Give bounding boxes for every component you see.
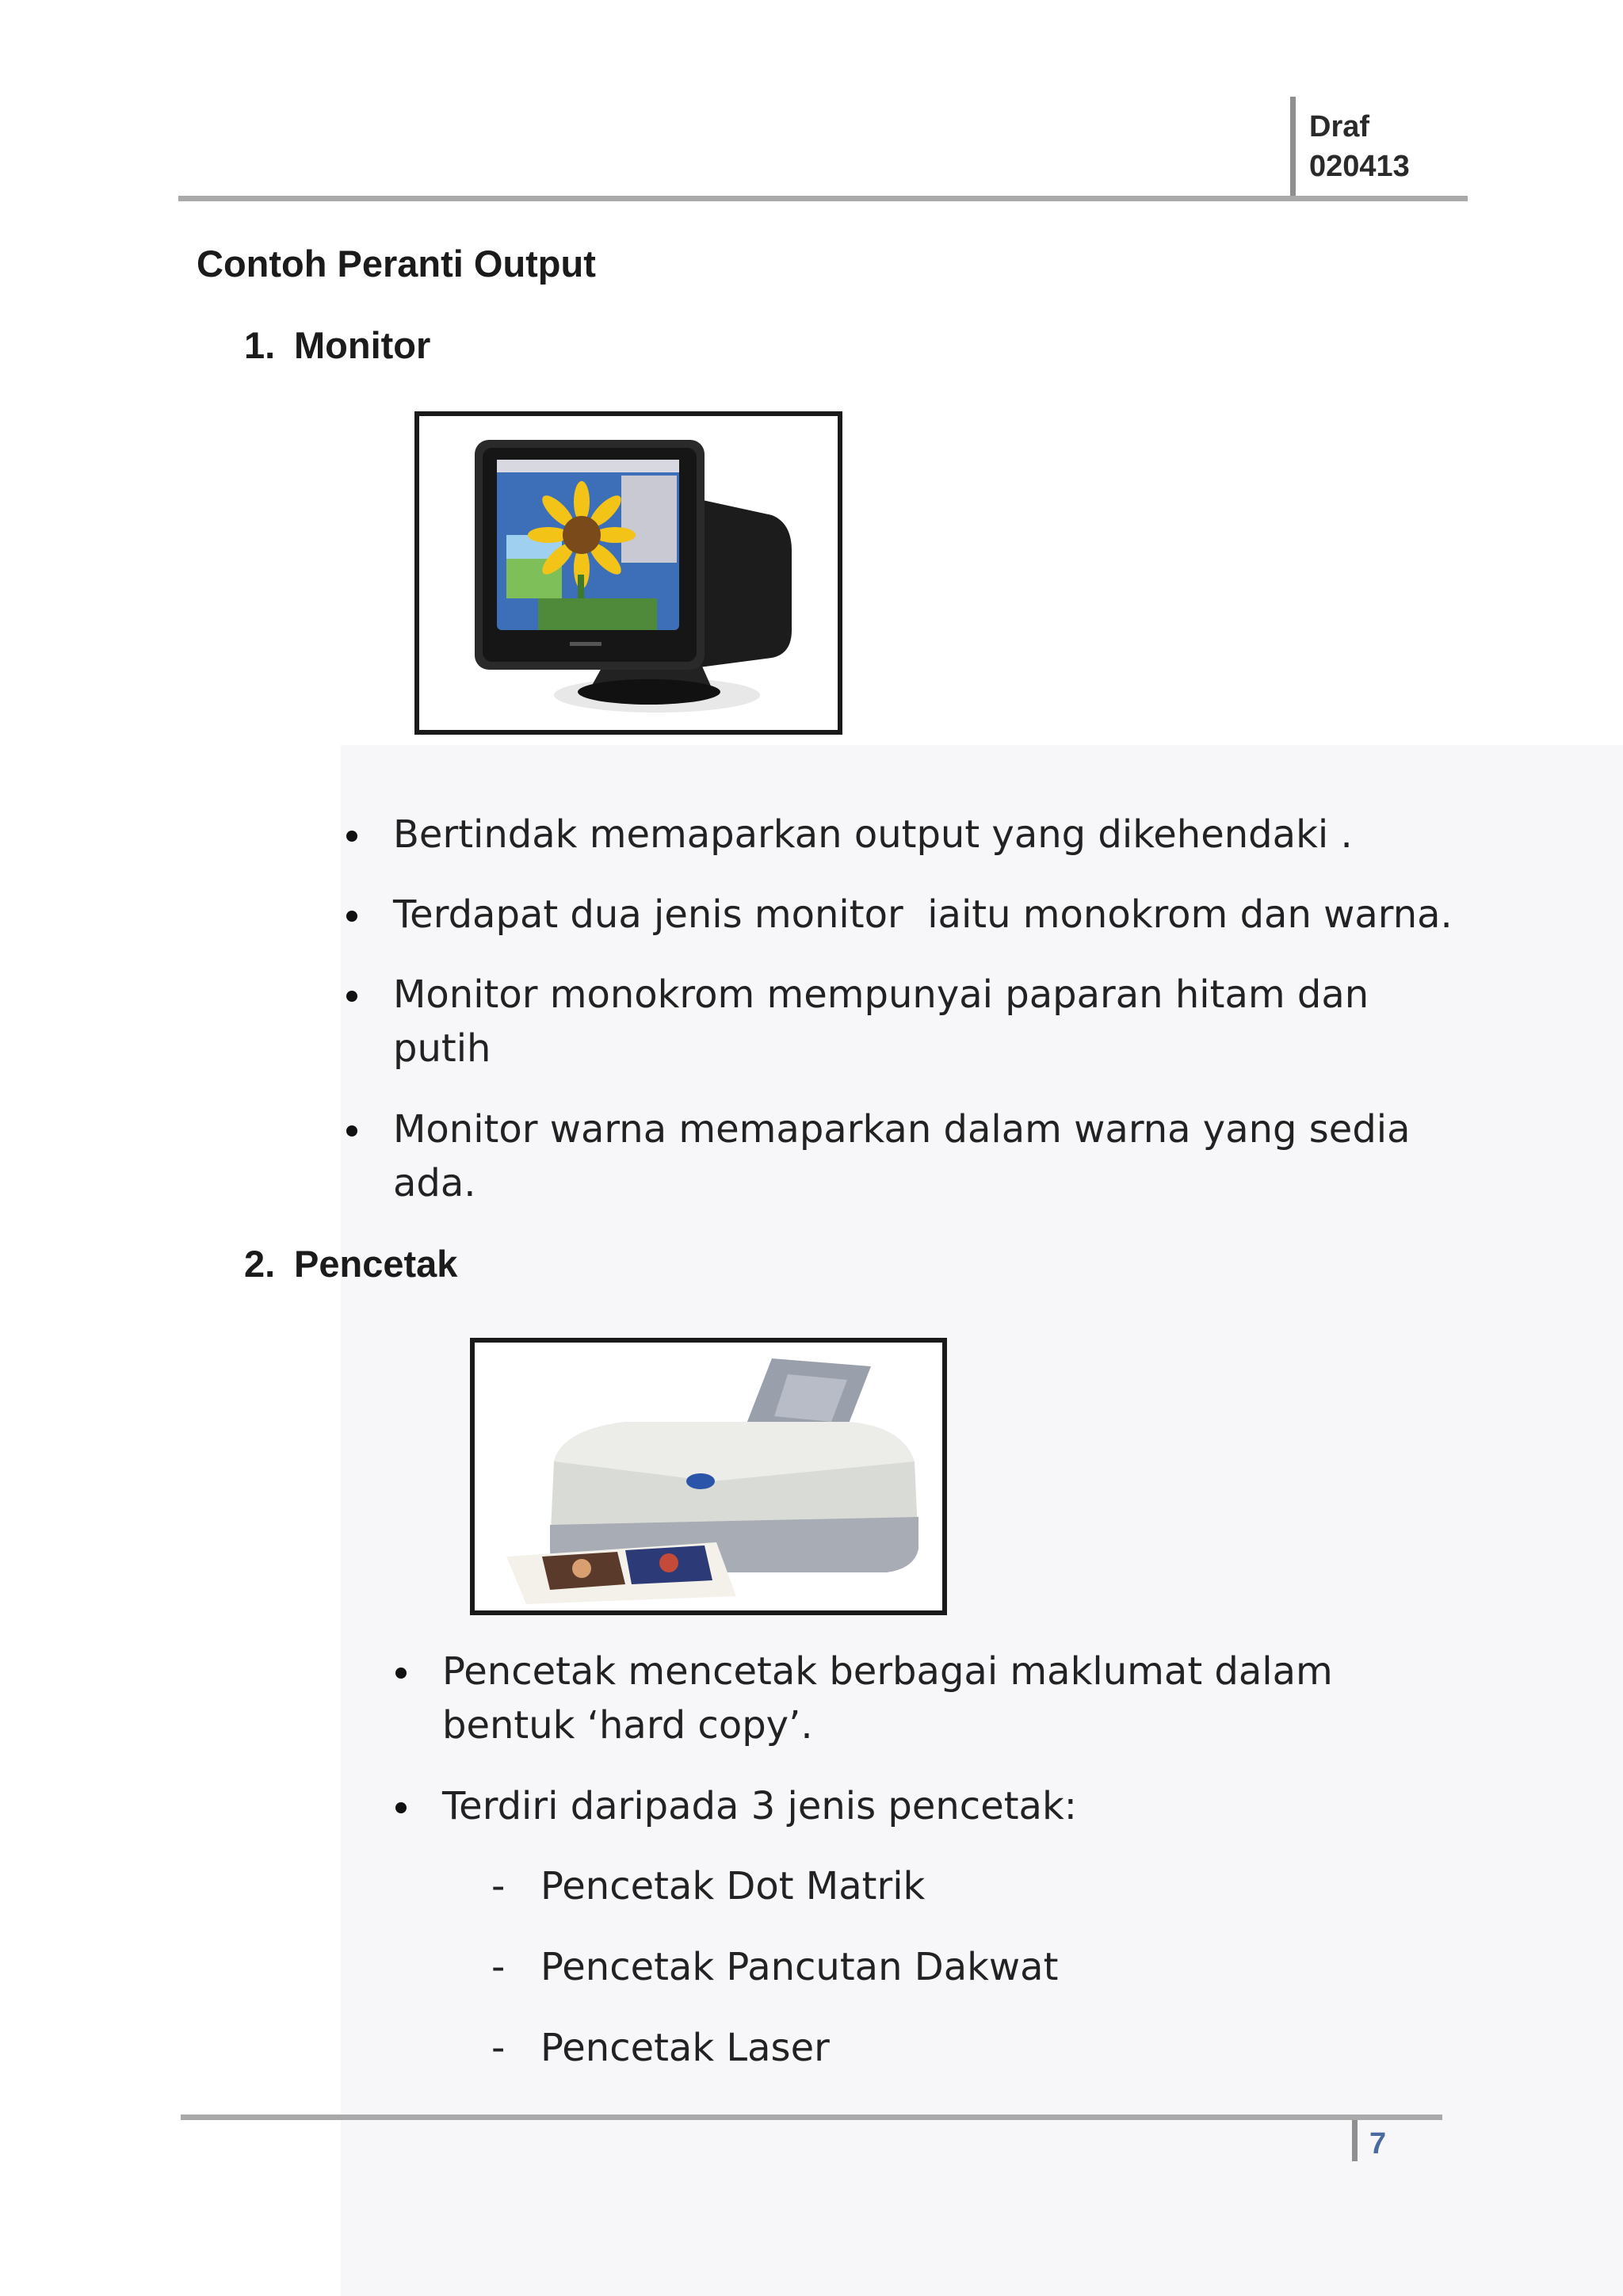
bullet-dot (346, 1125, 357, 1137)
printer-bullet-1-line-1: Pencetak mencetak berbagai maklumat dalam (442, 1649, 1333, 1694)
printer-type-1: Pencetak Dot Matrik (540, 1864, 926, 1908)
monitor-bullet-3-line-2: putih (393, 1026, 491, 1071)
draft-code: 020413 (1309, 150, 1410, 183)
monitor-bullet-2: Terdapat dua jenis monitor iaitu monokrom dan warna. (393, 892, 1453, 937)
section-title: Contoh Peranti Output (197, 243, 596, 285)
item-number-2: 2. (244, 1243, 276, 1285)
page-number: 7 (1369, 2127, 1387, 2160)
printer-bullet-1-line-2: bentuk ‘hard copy’. (442, 1703, 813, 1748)
printer-type-3: Pencetak Laser (540, 2026, 830, 2070)
footer-divider-vertical (1352, 2120, 1358, 2161)
monitor-bullet-1: Bertindak memaparkan output yang dikehendaki . (393, 812, 1353, 857)
monitor-bullet-4-line-1: Monitor warna memaparkan dalam warna yang sedia (393, 1107, 1411, 1152)
bullet-dot (346, 911, 357, 922)
item-title-monitor: Monitor (294, 324, 431, 366)
monitor-bullet-3-line-1: Monitor monokrom mempunyai paparan hitam dan (393, 972, 1369, 1017)
header-divider-vertical (1290, 97, 1296, 200)
bullet-dot (346, 991, 357, 1002)
crt-monitor-icon (419, 416, 838, 730)
inkjet-printer-icon (475, 1343, 942, 1610)
dash-marker: - (491, 1864, 506, 1908)
footer-rule (181, 2115, 1442, 2120)
monitor-image (414, 411, 842, 735)
monitor-bullet-4-line-2: ada. (393, 1161, 476, 1205)
item-title-pencetak: Pencetak (294, 1243, 458, 1285)
dash-marker: - (491, 2026, 506, 2070)
draft-label: Draf (1309, 110, 1370, 143)
bullet-dot (395, 1802, 407, 1813)
bullet-dot (346, 831, 357, 842)
item-number-1: 1. (244, 324, 276, 366)
printer-type-2: Pencetak Pancutan Dakwat (540, 1945, 1059, 1989)
bullet-dot (395, 1668, 407, 1679)
header-rule (178, 196, 1468, 201)
printer-bullet-2: Terdiri daripada 3 jenis pencetak: (442, 1784, 1077, 1828)
printer-image (470, 1338, 947, 1615)
dash-marker: - (491, 1945, 506, 1989)
